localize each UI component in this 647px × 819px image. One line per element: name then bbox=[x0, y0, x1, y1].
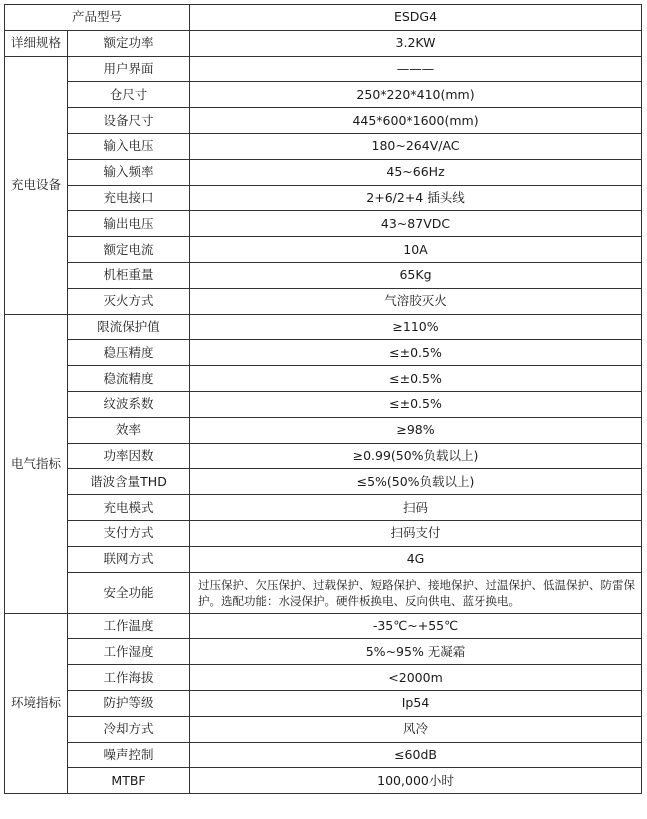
param-value: -35℃~+55℃ bbox=[190, 613, 642, 639]
param-label: 输入频率 bbox=[68, 159, 190, 185]
table-row bbox=[5, 288, 642, 314]
table-row-header bbox=[5, 5, 642, 31]
param-value: ——— bbox=[190, 56, 642, 82]
param-value: ≤±0.5% bbox=[190, 366, 642, 392]
param-label: 工作湿度 bbox=[68, 639, 190, 665]
table-row bbox=[5, 159, 642, 185]
table-row bbox=[5, 391, 642, 417]
param-value: ≤±0.5% bbox=[190, 391, 642, 417]
model-value: ESDG4 bbox=[190, 5, 642, 31]
table-row bbox=[5, 340, 642, 366]
table-row bbox=[5, 443, 642, 469]
param-label: 输入电压 bbox=[68, 133, 190, 159]
table-row bbox=[5, 262, 642, 288]
table-row bbox=[5, 613, 642, 639]
table-row bbox=[5, 211, 642, 237]
param-value: 扫码 bbox=[190, 495, 642, 521]
param-value: Ip54 bbox=[190, 690, 642, 716]
category-cell: 充电设备 bbox=[5, 56, 68, 314]
param-value: ≤5%(50%负载以上) bbox=[190, 469, 642, 495]
param-value: 风冷 bbox=[190, 716, 642, 742]
param-label: 稳流精度 bbox=[68, 366, 190, 392]
param-label: 联网方式 bbox=[68, 546, 190, 572]
param-label: 输出电压 bbox=[68, 211, 190, 237]
param-label: 工作温度 bbox=[68, 613, 190, 639]
param-value: 4G bbox=[190, 546, 642, 572]
param-label: 限流保护值 bbox=[68, 314, 190, 340]
table-row bbox=[5, 742, 642, 768]
param-label: 谐波含量THD bbox=[68, 469, 190, 495]
table-row bbox=[5, 417, 642, 443]
param-label: 设备尺寸 bbox=[68, 108, 190, 134]
param-value: 45~66Hz bbox=[190, 159, 642, 185]
param-value: 3.2KW bbox=[190, 30, 642, 56]
param-label: 纹波系数 bbox=[68, 391, 190, 417]
spec-table bbox=[4, 4, 642, 794]
param-label: 安全功能 bbox=[68, 572, 190, 613]
table-row bbox=[5, 133, 642, 159]
table-row bbox=[5, 495, 642, 521]
table-row bbox=[5, 56, 642, 82]
table-row bbox=[5, 469, 642, 495]
table-row bbox=[5, 546, 642, 572]
param-value: 100,000小时 bbox=[190, 768, 642, 794]
table-row bbox=[5, 30, 642, 56]
table-row bbox=[5, 716, 642, 742]
category-cell: 电气指标 bbox=[5, 314, 68, 613]
table-row bbox=[5, 572, 642, 613]
param-value: 180~264V/AC bbox=[190, 133, 642, 159]
param-label: 效率 bbox=[68, 417, 190, 443]
param-value: 过压保护、欠压保护、过载保护、短路保护、接地保护、过温保护、低温保护、防雷保护。选配功能：水浸保护。硬件板换电、反向供电、蓝牙换电。 bbox=[190, 572, 642, 613]
param-value: 445*600*1600(mm) bbox=[190, 108, 642, 134]
table-row bbox=[5, 768, 642, 794]
param-value: 250*220*410(mm) bbox=[190, 82, 642, 108]
param-label: 额定功率 bbox=[68, 30, 190, 56]
table-row bbox=[5, 185, 642, 211]
category-cell: 环境指标 bbox=[5, 613, 68, 794]
param-value: 气溶胶灭火 bbox=[190, 288, 642, 314]
table-row bbox=[5, 82, 642, 108]
param-value: ≥98% bbox=[190, 417, 642, 443]
param-label: 充电模式 bbox=[68, 495, 190, 521]
table-row bbox=[5, 639, 642, 665]
param-label: 防护等级 bbox=[68, 690, 190, 716]
table-row bbox=[5, 520, 642, 546]
param-label: 稳压精度 bbox=[68, 340, 190, 366]
param-label: 功率因数 bbox=[68, 443, 190, 469]
param-value: 扫码支付 bbox=[190, 520, 642, 546]
category-cell: 详细规格 bbox=[5, 30, 68, 56]
table-row bbox=[5, 108, 642, 134]
spec-table-body bbox=[5, 5, 642, 794]
param-label: 充电接口 bbox=[68, 185, 190, 211]
table-row bbox=[5, 665, 642, 691]
param-value: 43~87VDC bbox=[190, 211, 642, 237]
param-label: 噪声控制 bbox=[68, 742, 190, 768]
param-value: 10A bbox=[190, 237, 642, 263]
param-value: ≥0.99(50%负载以上) bbox=[190, 443, 642, 469]
model-label: 产品型号 bbox=[5, 5, 190, 31]
param-label: 灭火方式 bbox=[68, 288, 190, 314]
table-row bbox=[5, 690, 642, 716]
param-label: 额定电流 bbox=[68, 237, 190, 263]
param-value: 2+6/2+4 插头线 bbox=[190, 185, 642, 211]
param-value: <2000m bbox=[190, 665, 642, 691]
param-value: ≤60dB bbox=[190, 742, 642, 768]
param-label: 支付方式 bbox=[68, 520, 190, 546]
table-row bbox=[5, 237, 642, 263]
param-value: 5%~95% 无凝霜 bbox=[190, 639, 642, 665]
param-label: 冷却方式 bbox=[68, 716, 190, 742]
param-value: ≤±0.5% bbox=[190, 340, 642, 366]
param-value: ≥110% bbox=[190, 314, 642, 340]
param-label: 用户界面 bbox=[68, 56, 190, 82]
param-label: MTBF bbox=[68, 768, 190, 794]
table-row bbox=[5, 366, 642, 392]
param-label: 仓尺寸 bbox=[68, 82, 190, 108]
param-value: 65Kg bbox=[190, 262, 642, 288]
param-label: 机柜重量 bbox=[68, 262, 190, 288]
table-row bbox=[5, 314, 642, 340]
param-label: 工作海拔 bbox=[68, 665, 190, 691]
